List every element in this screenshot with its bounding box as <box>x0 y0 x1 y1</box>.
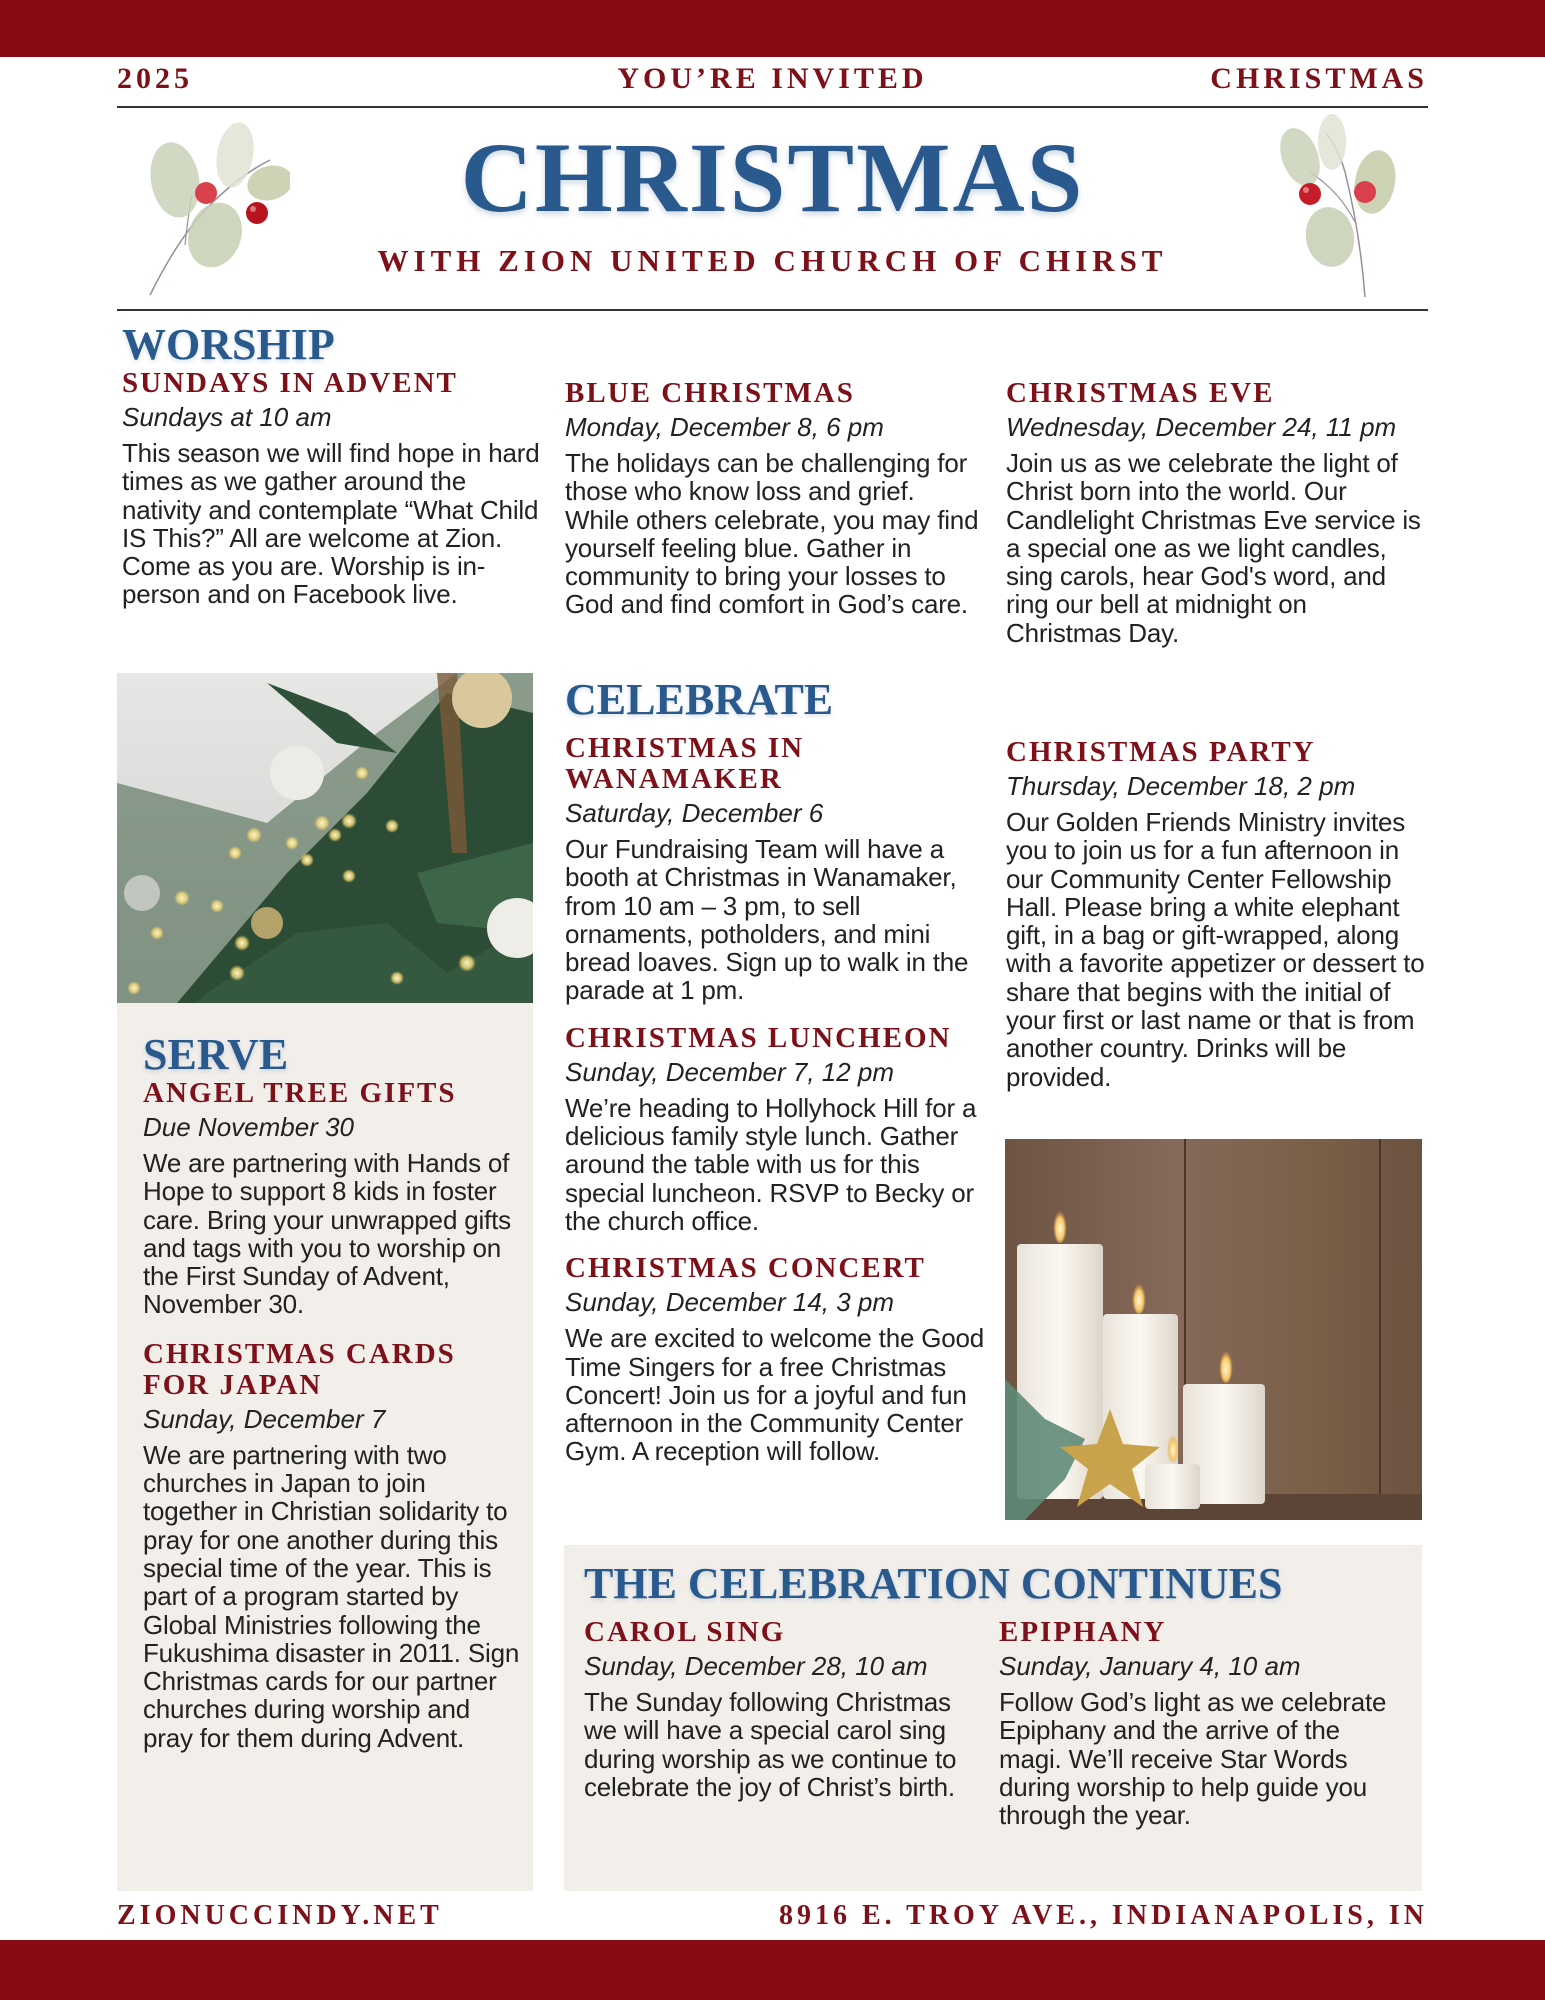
subtitle: WITH ZION UNITED CHURCH OF CHIRST <box>377 243 1168 278</box>
event-body: This season we will find hope in hard times as we gather around the nativity and contemplate “What Child IS This?” All are welcome at Zion. Come as you are. Worship is in-person and on Facebook live. <box>122 438 540 610</box>
event-date: Due November 30 <box>143 1112 354 1142</box>
event-body: Follow God’s light as we celebrate Epiphany and the arrive of the magi. We’ll receive Star Words during worship to help guide you through the year. <box>999 1687 1387 1831</box>
event-date: Wednesday, December 24, 11 pm <box>1006 412 1397 442</box>
event-title: CHRISTMAS EVE <box>1006 377 1275 409</box>
event-title: EPIPHANY <box>999 1616 1167 1648</box>
event-title: CHRISTMAS PARTY <box>1006 736 1316 768</box>
serve-section <box>143 1032 523 1752</box>
event-date: Sundays at 10 am <box>122 402 332 432</box>
event-body: We are excited to welcome the Good Time Singers for a free Christmas Concert! Join us for a joyful and fun afternoon in the Community Center Gym. A reception will follow. <box>565 1323 985 1467</box>
event-christmas-in-wanamaker <box>565 733 985 1005</box>
event-christmas-eve <box>1006 378 1426 647</box>
event-body: Our Golden Friends Ministry invites you to join us for a fun afternoon in our Community Center Fellowship Hall. Please bring a white elephant gift, in a bag or gift-wrapped, along with a favorite appetizer or dessert to share that begins with the initial of your first or last name or that is from another country. Drinks will be provided. <box>1006 807 1425 1092</box>
footer-website-link[interactable]: ZIONUCCINDY.NET <box>117 1900 443 1931</box>
worship-section <box>122 322 542 609</box>
event-body: Our Fundraising Team will have a booth at Christmas in Wanamaker, from 10 am – 3 pm, to sell ornaments, potholders, and mini bread loaves. Sign up to walk in the parade at 1 pm. <box>565 834 969 1006</box>
event-body: We are partnering with two churches in Japan to join together in Christian solidarity to pray for one another during this special time of the year. This is part of a program started by Global Ministries following the Fukushima disaster in 2011. Sign Christmas cards for our partner churches during worship and pray for them during Advent. <box>143 1439 520 1753</box>
event-date: Saturday, December 6 <box>565 798 824 828</box>
header-tagline: YOU’RE INVITED <box>617 62 928 95</box>
event-title: CHRISTMAS IN WANAMAKER <box>565 732 805 795</box>
event-body: Join us as we celebrate the light of Christ born into the world. Our Candlelight Christmas Eve service is a special one as we light candles, sing carols, hear God's word, and ring our bell at midnight on Christmas Day. <box>1006 448 1421 648</box>
continues-title-wrap <box>584 1561 1414 1607</box>
bottom-band <box>0 1940 1545 2000</box>
divider-top <box>117 106 1428 108</box>
divider-bottom <box>117 309 1428 311</box>
section-title-celebration-continues: THE CELEBRATION CONTINUES <box>584 1559 1283 1608</box>
section-title-celebrate: CELEBRATE <box>565 675 834 724</box>
candles-photo <box>1005 1139 1422 1520</box>
footer-address: 8916 E. TROY AVE., INDIANAPOLIS, IN <box>778 1900 1428 1931</box>
event-epiphany <box>999 1617 1399 1829</box>
event-title: CAROL SING <box>584 1616 786 1648</box>
event-title: BLUE CHRISTMAS <box>565 377 855 409</box>
section-title-serve: SERVE <box>143 1030 289 1079</box>
event-date: Sunday, December 28, 10 am <box>584 1651 928 1681</box>
event-christmas-concert <box>565 1253 985 1465</box>
event-body: We are partnering with Hands of Hope to support 8 kids in foster care. Bring your unwrapped gifts and tags with you to worship on the First Sunday of Advent, November 30. <box>143 1148 511 1320</box>
event-sundays-in-advent <box>122 368 542 609</box>
footer <box>117 1900 1428 1936</box>
event-christmas-luncheon <box>565 1023 985 1235</box>
header-strip <box>117 62 1428 102</box>
section-title-worship: WORSHIP <box>122 320 335 369</box>
celebrate-section <box>565 677 985 1466</box>
event-title: CHRISTMAS LUNCHEON <box>565 1021 952 1054</box>
event-christmas-cards-for-japan <box>143 1339 523 1752</box>
event-date: Thursday, December 18, 2 pm <box>1006 771 1356 801</box>
event-date: Sunday, January 4, 10 am <box>999 1651 1301 1681</box>
event-blue-christmas <box>565 378 985 619</box>
event-body: We’re heading to Hollyhock Hill for a delicious family style lunch. Gather around the table with us for this special luncheon. RSVP to Becky or the church office. <box>565 1092 977 1236</box>
christmas-tree-photo <box>117 673 533 1003</box>
header-year: 2025 <box>117 62 193 95</box>
main-title: CHRISTMAS <box>460 122 1085 233</box>
event-title: SUNDAYS IN ADVENT <box>122 367 458 399</box>
event-body: The holidays can be challenging for those who know loss and grief. While others celebrate, you may find yourself feeling blue. Gather in community to bring your losses to God and find comfort in God’s care. <box>565 448 979 620</box>
event-date: Sunday, December 7, 12 pm <box>565 1056 895 1087</box>
event-date: Sunday, December 14, 3 pm <box>565 1287 895 1318</box>
event-title: CHRISTMAS CONCERT <box>565 1252 926 1285</box>
event-date: Sunday, December 7 <box>143 1403 386 1434</box>
event-carol-sing <box>584 1617 984 1801</box>
event-date: Monday, December 8, 6 pm <box>565 412 884 442</box>
event-title: CHRISTMAS CARDS FOR JAPAN <box>143 1337 456 1401</box>
top-band <box>0 0 1545 57</box>
event-christmas-party <box>1006 737 1426 1091</box>
header-right-label: CHRISTMAS <box>1210 62 1428 95</box>
event-angel-tree-gifts <box>143 1078 523 1319</box>
event-body: The Sunday following Christmas we will have a special carol sing during worship as we continue to celebrate the joy of Christ’s birth. <box>584 1687 957 1802</box>
event-title: ANGEL TREE GIFTS <box>143 1077 457 1109</box>
